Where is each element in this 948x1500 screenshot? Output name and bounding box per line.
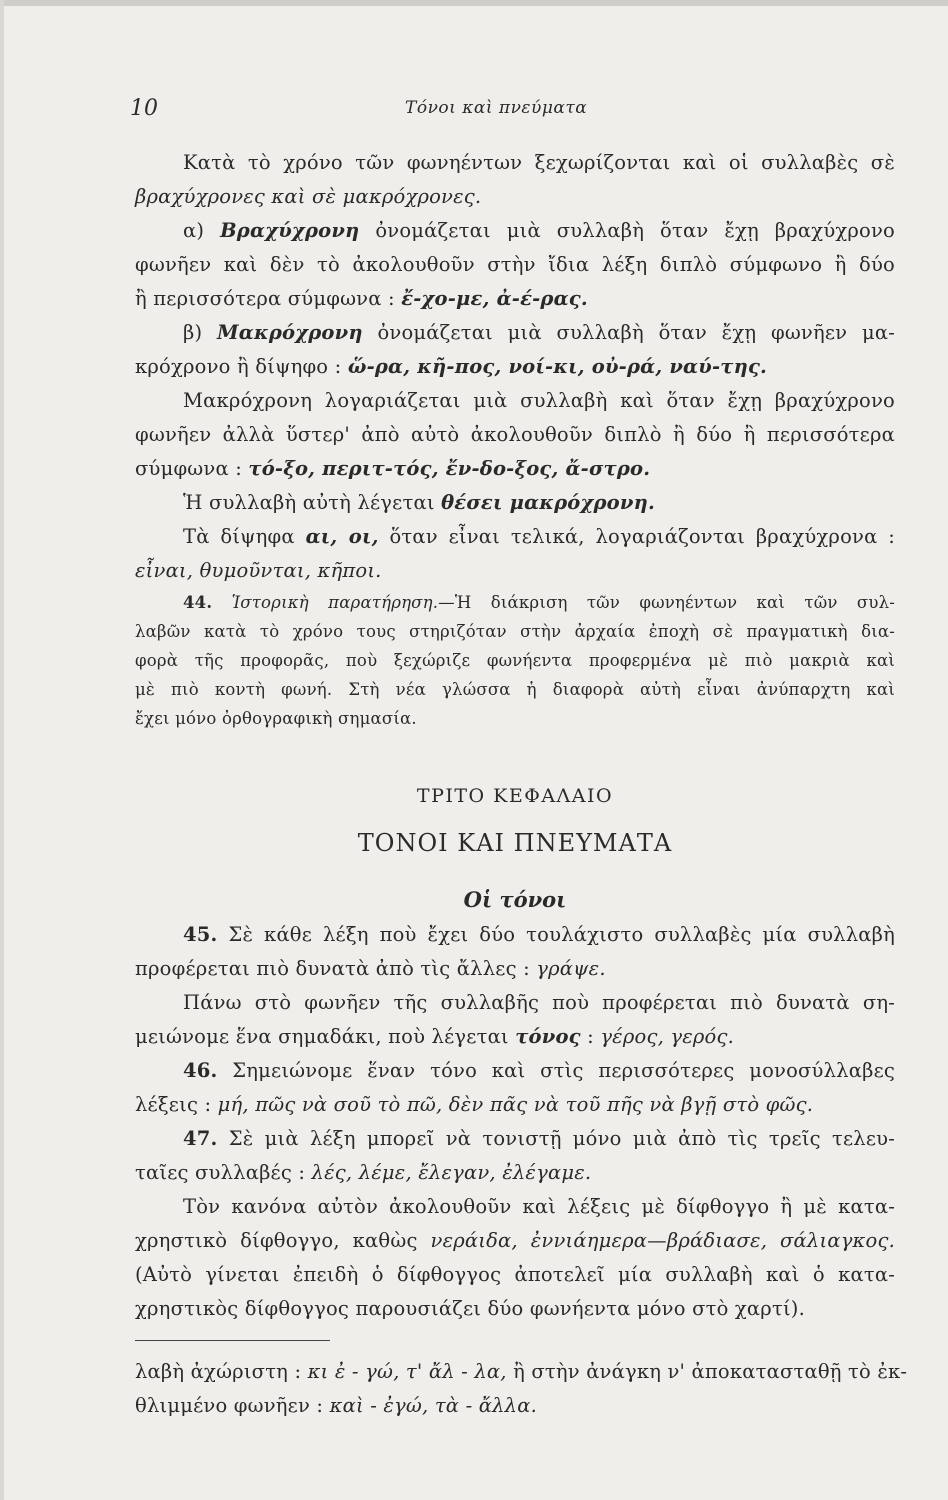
- text-span: λαβὴ ἀχώριστη :: [135, 1360, 302, 1383]
- diphthongs: αι, οι,: [305, 525, 379, 548]
- example-words: καὶ - ἐγώ, τὰ - ἄλλα.: [329, 1394, 538, 1417]
- note-line: μὲ πιὸ κοντὴ φωνή. Στὴ νέα γλώσσα ἡ διαφορὰ αὐτὴ εἶναι ἀνύπαρχτη καὶ: [135, 680, 895, 699]
- example-words: γράψε.: [536, 957, 606, 980]
- paragraph-line: [135, 1224, 895, 1258]
- text-span: ὅταν εἶναι τελικά, λογαριάζονται βραχύχρονα :: [389, 525, 896, 548]
- footnote-line: [135, 1389, 895, 1423]
- footnote-divider: [135, 1340, 330, 1341]
- page-left-edge: [0, 0, 4, 1500]
- paragraph-line: [135, 1020, 895, 1054]
- paragraph-line: [135, 452, 895, 486]
- paragraph-line: Κατὰ τὸ χρόνο τῶν φωνηέντων ξεχωρίζονται καὶ οἱ συλλαβὲς σὲ: [183, 151, 895, 174]
- paragraph-line: [135, 520, 895, 554]
- text-span: προφέρεται πιὸ δυνατὰ ἀπὸ τὶς ἄλλες :: [135, 957, 530, 980]
- example-words: κι ἐ - γώ, τ' ἄλ - λα,: [307, 1360, 507, 1383]
- page-number: 10: [130, 96, 158, 121]
- paragraph-line: (Αὐτὸ γίνεται ἐπειδὴ ὁ δίφθογγος ἀποτελεῖ μία συλλαβὴ καὶ ὁ κατα-: [135, 1263, 895, 1286]
- example-words: λές, λέμε, ἔλεγαν, ἐλέγαμε.: [311, 1161, 592, 1184]
- text-span: Ἡ διάκριση τῶν φωνηέντων καὶ τῶν συλ-: [454, 593, 895, 612]
- text-span: ἢ περισσότερα σύμφωνα :: [135, 287, 395, 310]
- text-span: Τὰ δίψηφα: [183, 525, 295, 548]
- chapter-label: ΤΡΙΤΟ ΚΕΦΑΛΑΙΟ: [416, 785, 614, 807]
- text-span: ὀνομάζεται μιὰ συλλαβὴ ὅταν ἔχῃ φωνῆεν μα-: [377, 321, 895, 344]
- running-title: Τόνοι καὶ πνεύματα: [405, 98, 588, 118]
- paragraph-line: φωνῆεν ἀλλὰ ὕστερ' ἀπὸ αὐτὸ ἀκολουθοῦν διπλὸ ἢ δύο ἢ περισσότερα: [135, 423, 895, 446]
- paragraph-line: [135, 1122, 895, 1156]
- text-span: ὀνομάζεται μιὰ συλλαβὴ ὅταν ἔχῃ βραχύχρονο: [375, 219, 895, 242]
- paragraph-line: εἶναι, θυμοῦνται, κῆποι.: [135, 559, 382, 582]
- paragraph-line: [135, 214, 895, 248]
- term-long-syllable: Μακρόχρονη: [217, 321, 363, 344]
- section-number: 45.: [183, 923, 218, 946]
- paragraph-line: [135, 1088, 895, 1122]
- paragraph-line: [135, 1054, 895, 1088]
- note-line: φορὰ τῆς προφορᾶς, ποὺ ξεχώριζε φωνήεντα προφερμένα μὲ πιὸ μακριὰ καὶ: [135, 651, 895, 670]
- paragraph-line: Πάνω στὸ φωνῆεν τῆς συλλαβῆς ποὺ προφέρεται πιὸ δυνατὰ ση-: [183, 991, 895, 1014]
- note-line: λαβῶν κατὰ τὸ χρόνο τους στηριζόταν στὴν ἀρχαία ἐποχὴ σὲ πραγματικὴ δια-: [135, 622, 895, 641]
- section-number: 44.: [183, 593, 213, 612]
- note-title: Ἱστορικὴ παρατήρηση.—: [231, 593, 455, 612]
- text-span: :: [587, 1025, 594, 1048]
- section-heading: Οἱ τόνοι: [463, 887, 567, 912]
- text-span: Σὲ μιὰ λέξη μπορεῖ νὰ τονιστῇ μόνο μιὰ ἀπὸ τὶς τρεῖς τελευ-: [228, 1127, 895, 1150]
- paragraph-line: Μακρόχρονη λογαριάζεται μιὰ συλλαβὴ καὶ ὅταν ἔχῃ βραχύχρονο: [183, 389, 895, 412]
- text-span: ἢ στὴν ἀνάγκη ν' ἀποκατασταθῇ τὸ ἐκ-: [513, 1360, 908, 1383]
- paragraph-line: [135, 350, 895, 384]
- paragraph-line: φωνῆεν καὶ δὲν τὸ ἀκολουθοῦν στὴν ἴδια λέξη διπλὸ σύμφωνο ἢ δύο: [135, 253, 895, 276]
- section-number: 46.: [183, 1059, 218, 1082]
- paragraph-line: Τὸν κανόνα αὐτὸν ἀκολουθοῦν καὶ λέξεις μὲ δίφθογγο ἢ μὲ κατα-: [183, 1195, 895, 1218]
- example-words: ἔ-χο-με, ἀ-έ-ρας.: [401, 287, 588, 310]
- list-marker: α): [183, 219, 205, 242]
- paragraph-line: [135, 316, 895, 350]
- example-words: τό-ξο, περιτ-τός, ἔν-δο-ξος, ἄ-στρο.: [248, 457, 651, 480]
- text-span: θλιμμένο φωνῆεν :: [135, 1394, 324, 1417]
- paragraph-line: [135, 918, 895, 952]
- example-words: γέρος, γερός.: [600, 1025, 735, 1048]
- text-span: χρηστικὸ δίφθογγο, καθὼς: [135, 1229, 418, 1252]
- paragraph-line: βραχύχρονες καὶ σὲ μακρόχρονες.: [135, 185, 482, 208]
- page-top-edge: [0, 0, 948, 6]
- note-line: [135, 588, 895, 617]
- page-header: [130, 96, 900, 124]
- footnote-line: [135, 1355, 908, 1389]
- term-position-long: θέσει μακρόχρονη.: [441, 491, 655, 514]
- list-marker: β): [183, 321, 203, 344]
- text-span: μειώνομε ἕνα σημαδάκι, ποὺ λέγεται: [135, 1025, 509, 1048]
- term-tonos: τόνος: [515, 1025, 581, 1048]
- text-span: Ἡ συλλαβὴ αὐτὴ λέγεται: [183, 491, 435, 514]
- paragraph-line: χρηστικὸς δίφθογγος παρουσιάζει δύο φωνήεντα μόνο στὸ χαρτί).: [135, 1297, 805, 1320]
- note-line: ἔχει μόνο ὀρθογραφικὴ σημασία.: [135, 709, 417, 728]
- paragraph-line: [135, 952, 895, 986]
- text-span: κρόχρονο ἢ δίψηφο :: [135, 355, 342, 378]
- term-short-syllable: Βραχύχρονη: [220, 219, 360, 242]
- paragraph-line: [135, 282, 895, 316]
- paragraph-line: [135, 486, 895, 520]
- text-span: λέξεις :: [135, 1093, 212, 1116]
- page-body: [135, 146, 908, 1423]
- text-span: σύμφωνα :: [135, 457, 242, 480]
- text-span: Σημειώνομε ἕναν τόνο καὶ στὶς περισσότερες μονοσύλλαβες: [232, 1059, 895, 1082]
- paragraph-line: [135, 1156, 895, 1190]
- example-words: νεράιδα, ἐννιάημερα—βράδιασε, σάλιαγκος.: [430, 1229, 895, 1252]
- chapter-title: ΤΟΝΟΙ ΚΑΙ ΠΝΕΥΜΑΤΑ: [357, 829, 673, 857]
- example-words: ὥ-ρα, κῆ-πος, νοί-κι, οὐ-ρά, ναύ-της.: [347, 355, 768, 378]
- section-number: 47.: [183, 1127, 218, 1150]
- text-span: Σὲ κάθε λέξη ποὺ ἔχει δύο τουλάχιστο συλλαβὲς μία συλλαβὴ: [228, 923, 895, 946]
- example-words: μή, πῶς νὰ σοῦ τὸ πῶ, δὲν πᾶς νὰ τοῦ πῆς νὰ βγῇ στὸ φῶς.: [217, 1093, 814, 1116]
- text-span: ταῖες συλλαβές :: [135, 1161, 306, 1184]
